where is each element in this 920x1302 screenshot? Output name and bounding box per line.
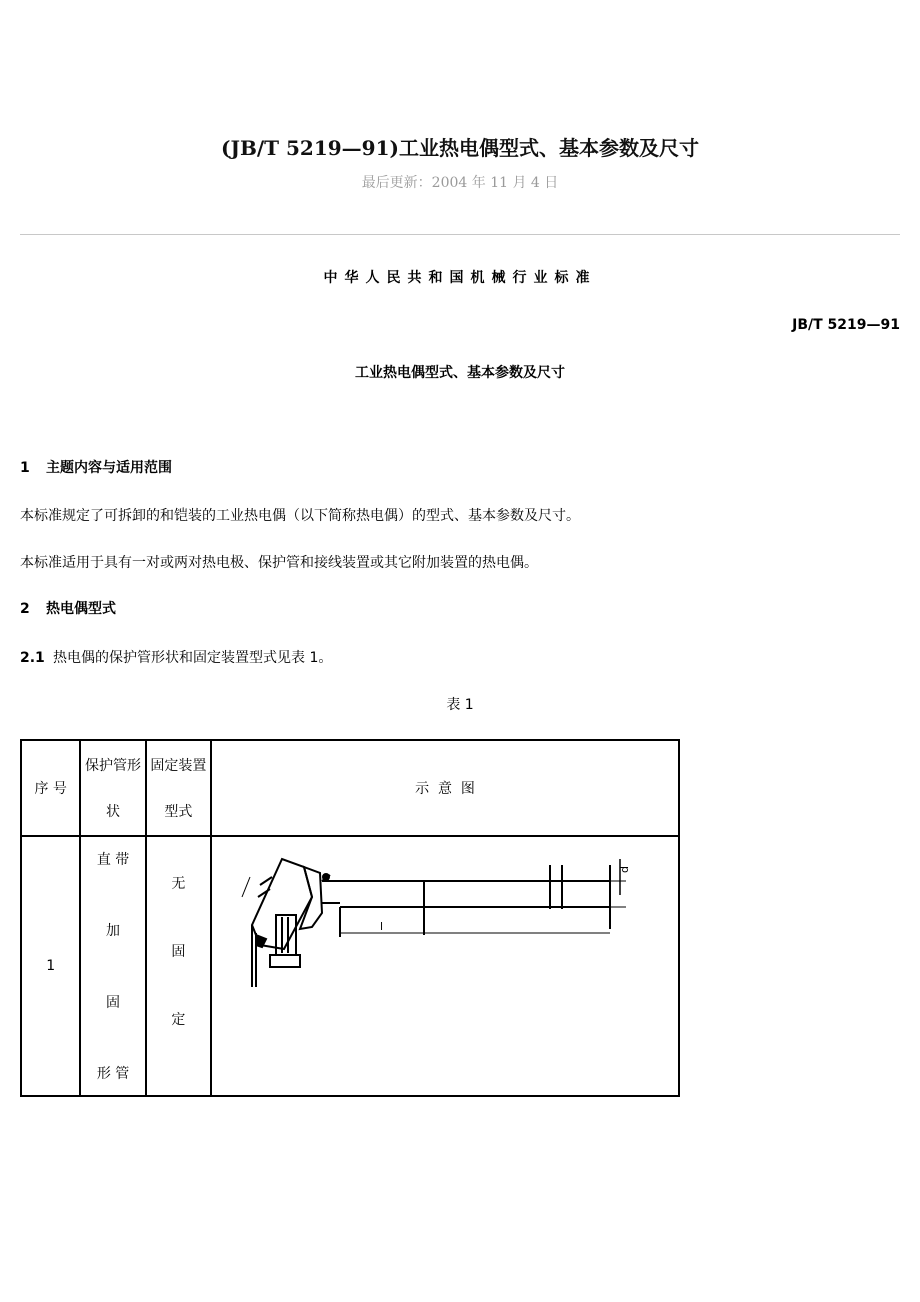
divider [20, 234, 900, 235]
section-1-heading [20, 457, 172, 479]
section-number: 2 [20, 601, 30, 617]
section-2-heading [20, 598, 116, 620]
table-caption: 表 1 [446, 697, 474, 713]
cell-diagram [211, 836, 679, 1096]
cell-text: 无 [171, 876, 186, 892]
cell-text: 直 带 [96, 852, 130, 868]
section-title: 主题内容与适用范围 [46, 460, 172, 476]
header-text: 状 [106, 804, 121, 820]
last-updated: 最后更新：2004 年 11 月 4 日 [361, 175, 559, 191]
header-text: 保护管形 [85, 758, 142, 774]
header-fixing-type [146, 740, 211, 836]
table-row [21, 836, 679, 1096]
dim-label-d: d [618, 866, 632, 873]
header-tube-shape [80, 740, 145, 836]
thermocouple-type-table [20, 739, 680, 1097]
neck [300, 867, 322, 929]
cell-text: 形 管 [96, 1065, 130, 1082]
cell-tube-shape [80, 836, 145, 1096]
header-diagram: 示 意 图 [211, 740, 679, 836]
dim-label-l: l [380, 920, 384, 933]
standard-title: 工业热电偶型式、基本参数及尺寸 [355, 365, 565, 381]
cell-fixing-type [146, 836, 211, 1096]
header-text: 固定装置 [150, 758, 207, 774]
header-seq: 序 号 [21, 740, 80, 836]
cell-text: 固 [106, 994, 121, 1011]
clause-text: 热电偶的保护管形状和固定装置型式见表 1。 [53, 650, 333, 666]
standard-number: JB/T 5219—91 [792, 317, 900, 333]
thermocouple-drawing [212, 837, 676, 1091]
cell-text: 加 [106, 923, 121, 940]
paragraph-scope: 本标准规定了可拆卸的和铠装的工业热电偶（以下简称热电偶）的型式、基本参数及尺寸。 [20, 508, 580, 524]
page-title: (JB/T 5219—91)工业热电偶型式、基本参数及尺寸 [221, 136, 699, 160]
cell-text: 定 [171, 1012, 186, 1028]
header-text: 型式 [164, 804, 193, 820]
cell-seq: 1 [21, 836, 80, 1096]
clause-2-1 [20, 647, 332, 669]
section-title: 热电偶型式 [46, 601, 116, 617]
clause-number: 2.1 [20, 650, 45, 666]
section-number: 1 [20, 460, 30, 476]
table-header-row [21, 740, 679, 836]
cell-text: 固 [171, 944, 186, 960]
paragraph-applicability: 本标准适用于具有一对或两对热电极、保护管和接线装置或其它附加装置的热电偶。 [20, 555, 538, 571]
issuing-org: 中华人民共和国机械行业标准 [323, 270, 597, 286]
